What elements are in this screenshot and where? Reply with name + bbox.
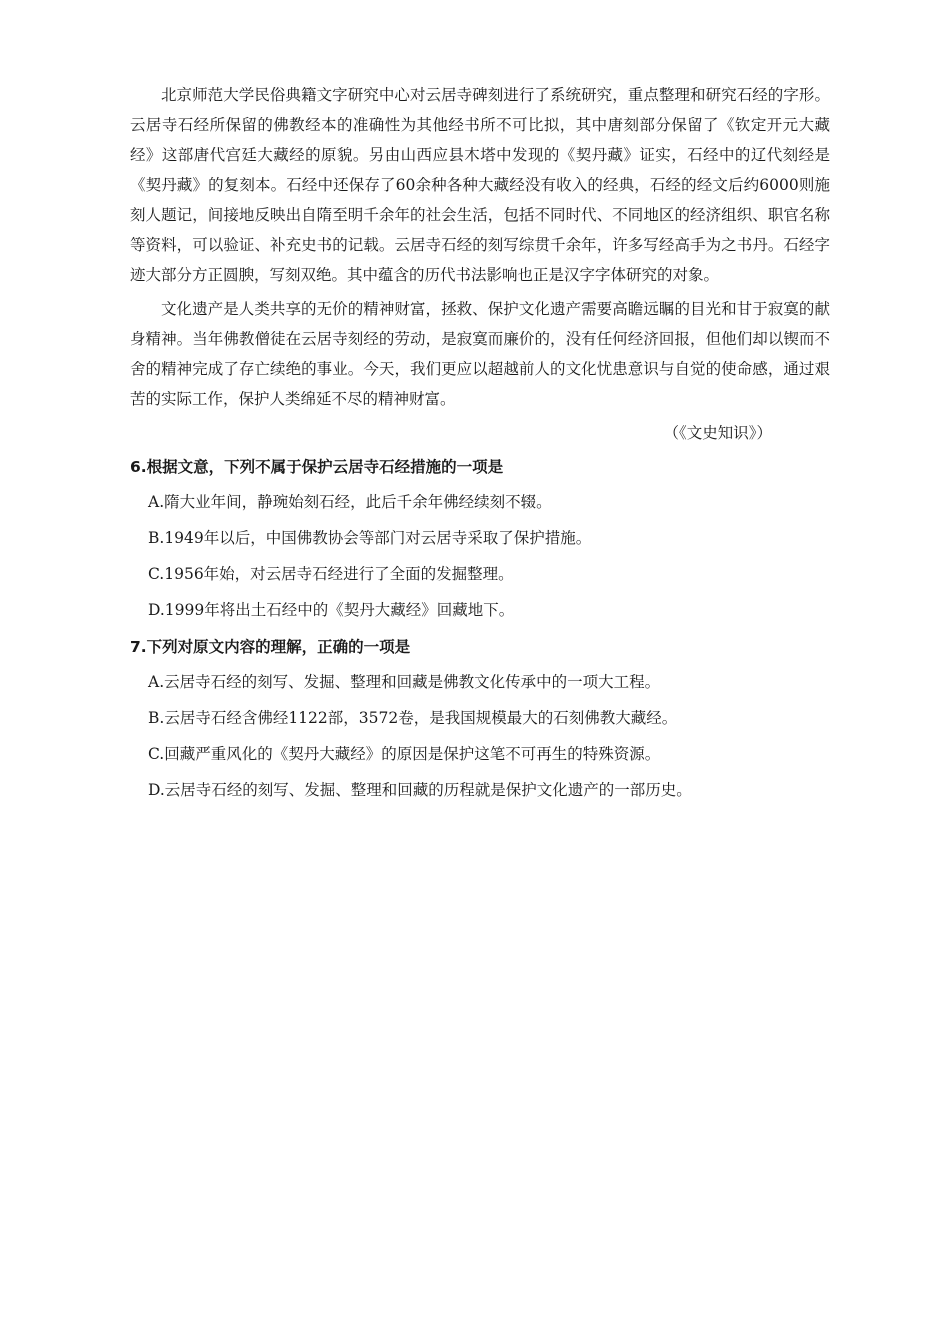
option-b: B.云居寺石经含佛经1122部，3572卷，是我国规模最大的石刻佛教大藏经。	[148, 709, 678, 727]
passage-paragraph-2: 文化遗产是人类共享的无价的精神财富，拯救、保护文化遗产需要高瞻远瞩的目光和甘于寂寞的献身精神。当年佛教僧徒在云居寺刻经的劳动，是寂寞而廉价的，没有任何经济回报，但他们却以锲而不舍的精神完成了存亡续绝的事业。今天，我们更应以超越前人的文化忧患意识与自觉的使命感，通过艰苦的实际工作，保护人类绵延不尽的精神财富。	[130, 300, 830, 408]
question-6	[130, 450, 830, 628]
option-a: A.云居寺石经的刻写、发掘、整理和回藏是佛教文化传承中的一项大工程。	[148, 673, 661, 691]
question-stem: 6.根据文意，下列不属于保护云居寺石经措施的一项是	[130, 458, 504, 476]
option-c: C.1956年始，对云居寺石经进行了全面的发掘整理。	[148, 565, 514, 583]
passage-source: （《文史知识》）	[663, 424, 772, 442]
question-stem: 7.下列对原文内容的理解，正确的一项是	[130, 638, 411, 656]
option-d: D.云居寺石经的刻写、发掘、整理和回藏的历程就是保护文化遗产的一部历史。	[148, 781, 692, 799]
passage-paragraph-1: 北京师范大学民俗典籍文字研究中心对云居寺碑刻进行了系统研究，重点整理和研究石经的字形。云居寺石经所保留的佛教经本的准确性为其他经书所不可比拟，其中唐刻部分保留了《钦定开元大藏经》这部唐代宫廷大藏经的原貌。另由山西应县木塔中发现的《契丹藏》证实，石经中的辽代刻经是《契丹藏》的复刻本。石经中还保存了60余种各种大藏经没有收入的经典，石经的经文后约6000则施刻人题记，间接地反映出自隋至明千余年的社会生活，包括不同时代、不同地区的经济组织、职官名称等资料，可以验证、补充史书的记载。云居寺石经的刻写综贯千余年，许多写经高手为之书丹。石经字迹大部分方正圆腴，写刻双绝。其中蕴含的历代书法影响也正是汉字字体研究的对象。	[130, 86, 830, 284]
option-b: B.1949年以后，中国佛教协会等部门对云居寺采取了保护措施。	[148, 529, 592, 547]
option-a: A.隋大业年间，静琬始刻石经，此后千余年佛经续刻不辍。	[148, 493, 552, 511]
question-7	[130, 630, 830, 808]
option-c: C.回藏严重风化的《契丹大藏经》的原因是保护这笔不可再生的特殊资源。	[148, 745, 661, 763]
document-page	[130, 80, 830, 808]
option-d: D.1999年将出土石经中的《契丹大藏经》回藏地下。	[148, 601, 515, 619]
